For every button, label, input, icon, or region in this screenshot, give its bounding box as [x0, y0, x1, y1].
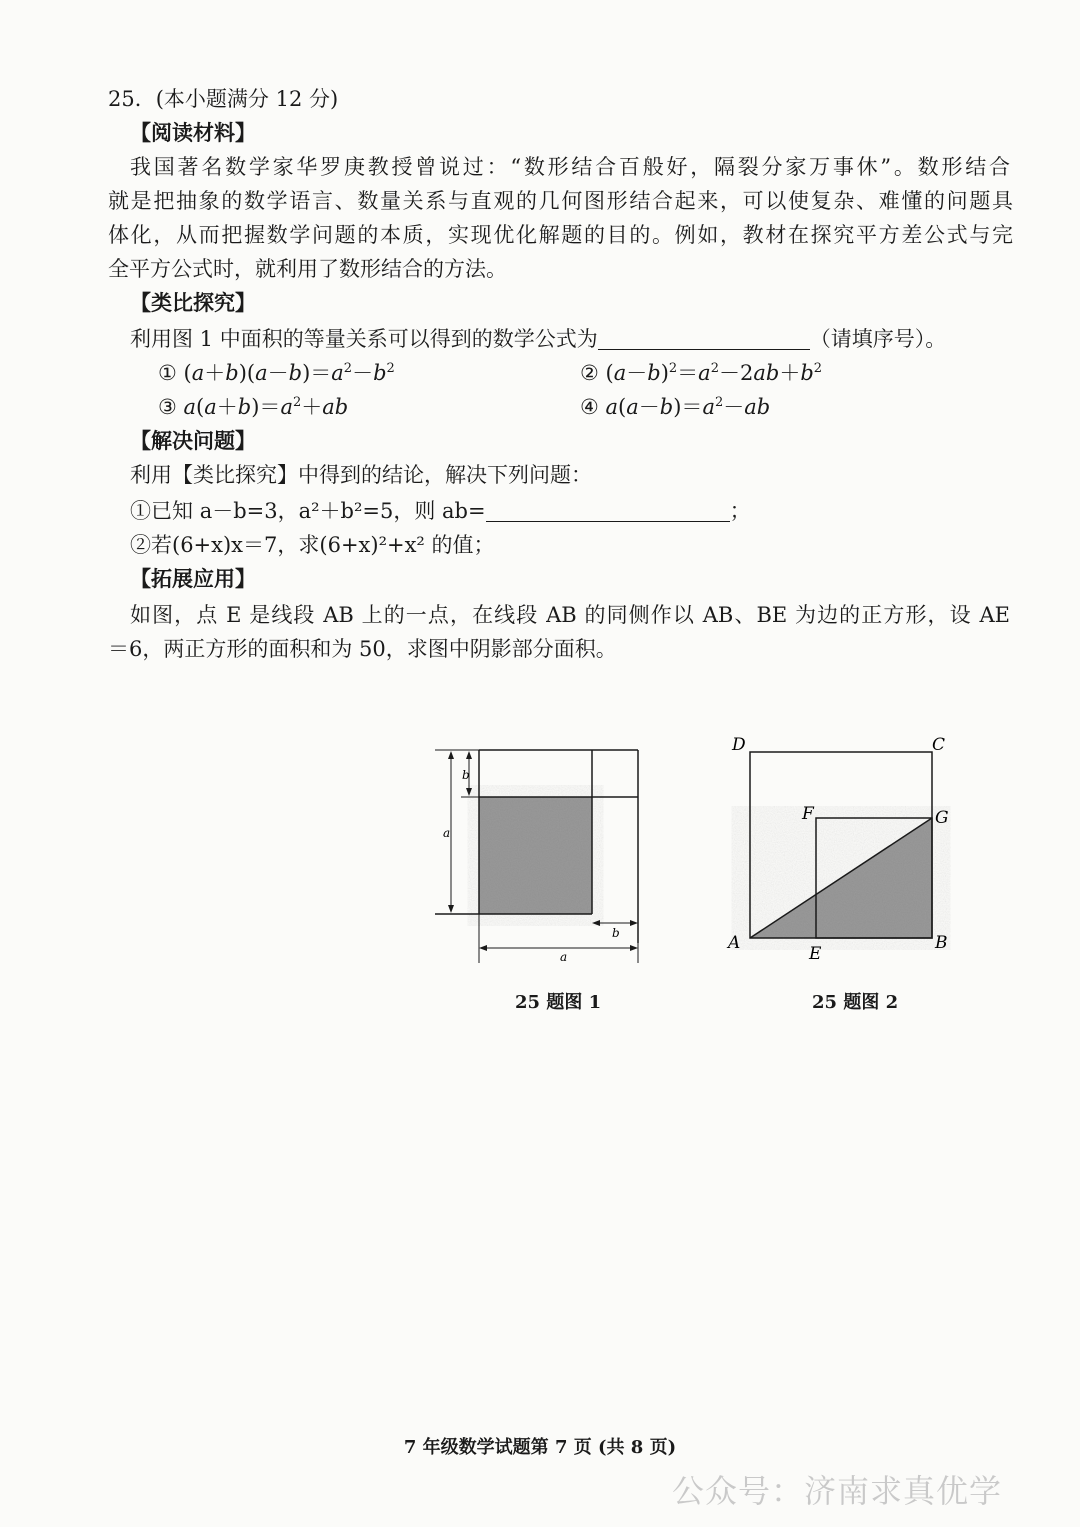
solve-q1-known: a－b=3，a²＋b²=5，则 ab=: [199, 499, 486, 523]
figure1-label-b-right: b: [612, 926, 620, 940]
figure1-arrow: [630, 945, 638, 951]
figure1-label-a-bottom: a: [560, 950, 568, 964]
figure-1: [425, 735, 655, 975]
figure2-caption: 25 题图 2: [812, 992, 899, 1013]
option-1-marker: ①: [158, 361, 177, 385]
extend-heading: 【拓展应用】: [130, 566, 256, 591]
figure1-arrow: [630, 920, 638, 926]
reading-line-4: 全平方公式时，就利用了数形结合的方法。: [108, 257, 507, 281]
reading-line-2: 就是把抽象的数学语言、数量关系与直观的几何图形结合起来，可以使复杂、难懂的问题具: [108, 189, 1013, 213]
figure-2: [720, 728, 960, 968]
solve-q1: [130, 494, 1010, 528]
figure1-arrow: [466, 788, 472, 796]
option-1: ① $(a+b)(a-b)=a^2-b^2$: [158, 361, 395, 385]
figure2-point-a: A: [728, 933, 741, 953]
option-2: ② $(a-b)^2=a^2-2ab+b^2$: [580, 361, 823, 385]
figure2-point-e: E: [809, 944, 822, 964]
solve-q1-end: ；: [729, 499, 751, 523]
analogy-answer-blank[interactable]: [598, 325, 810, 350]
page-footer: 7 年级数学试题第 7 页 (共 8 页): [403, 1437, 677, 1458]
figure1-arrow: [448, 751, 454, 759]
figure2-point-g: G: [935, 808, 949, 828]
reading-heading: 【阅读材料】: [130, 120, 256, 145]
figure1-shaded-square: [479, 797, 592, 914]
figure1-arrow: [479, 945, 487, 951]
option-4: ④ $a(a-b)=a^2-ab$: [580, 395, 771, 419]
figure1-caption: 25 题图 1: [515, 992, 602, 1013]
figure1-label-b-top: b: [462, 768, 470, 782]
analogy-suffix: （请填序号）。: [809, 327, 947, 351]
extend-line-2: ＝6，两正方形的面积和为 50，求图中阴影部分面积。: [108, 637, 617, 661]
option-3-marker: ③: [158, 395, 177, 419]
solve-heading: 【解决问题】: [130, 428, 256, 453]
figure2-point-d: D: [732, 735, 746, 755]
option-2-marker: ②: [580, 361, 599, 385]
figure1-label-a-left: a: [443, 826, 451, 840]
question-header: [108, 82, 1013, 116]
reading-line-3: 体化，从而把握数学问题的本质，实现优化解题的目的。例如，教材在探究平方差公式与完: [108, 223, 1013, 247]
figure2-point-f: F: [802, 804, 814, 824]
solve-q1-prefix: ①已知: [130, 499, 193, 523]
solve-intro: 利用【类比探究】中得到的结论，解决下列问题：: [130, 463, 592, 487]
figure1-arrow: [466, 751, 472, 759]
reading-line-1: 我国著名数学家华罗庚教授曾说过：“数形结合百般好，隔裂分家万事休”。数形结合: [130, 155, 1010, 179]
analogy-prompt: 利用图 1 中面积的等量关系可以得到的数学公式为: [130, 327, 598, 351]
analogy-heading: 【类比探究】: [130, 290, 256, 315]
solve-q2: ②若(6+x)x＝7，求(6+x)²+x² 的值；: [130, 533, 495, 557]
option-4-marker: ④: [580, 395, 599, 419]
solve-q1-answer-blank[interactable]: [486, 497, 730, 522]
figure1-arrow: [448, 905, 454, 913]
question-number: 25．: [108, 87, 156, 111]
figure2-point-c: C: [932, 735, 946, 755]
analogy-prompt-line: [130, 322, 1010, 356]
figure1-arrow: [592, 920, 600, 926]
watermark: 公众号：济南求真优学: [672, 1472, 1003, 1510]
figure2-point-b: B: [935, 933, 948, 953]
question-score-note: (本小题满分 12 分): [155, 87, 339, 111]
option-3: ③ $a(a+b)=a^2+ab$: [158, 395, 349, 419]
extend-line-1: 如图，点 E 是线段 AB 上的一点，在线段 AB 的同侧作以 AB、BE 为边的正方形，设 AE: [130, 603, 1010, 627]
